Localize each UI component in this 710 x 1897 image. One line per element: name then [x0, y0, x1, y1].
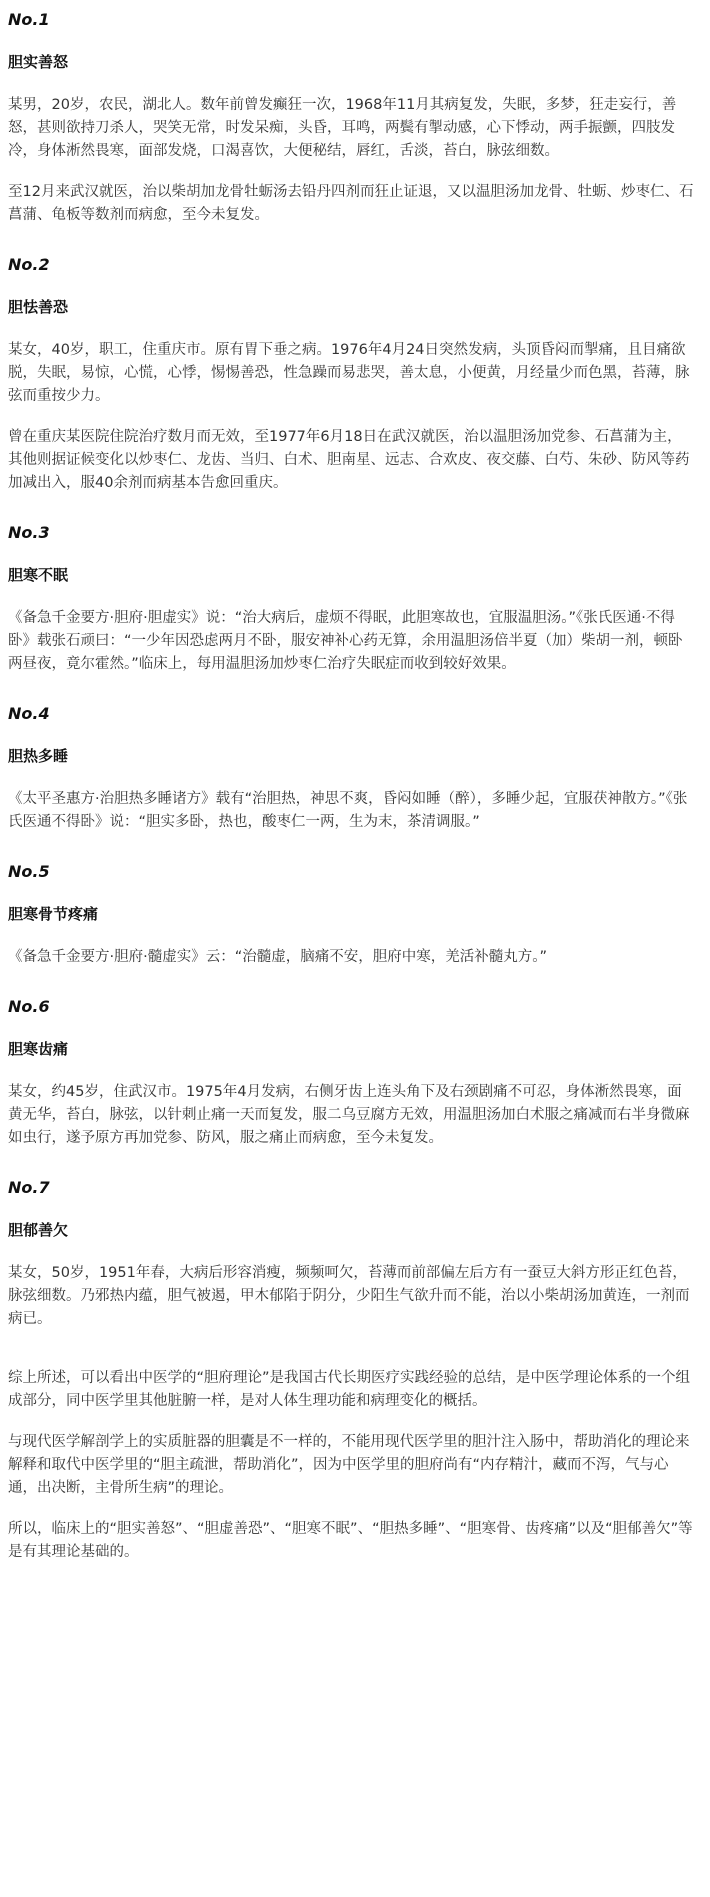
section-title: 胆怯善恐	[8, 298, 69, 316]
section-number: No.4	[8, 704, 50, 723]
conclusion-paragraph: 与现代医学解剖学上的实质脏器的胆囊是不一样的，不能用现代医学里的胆汁注入肠中，帮助消化的理论来解释和取代中医学里的“胆主疏泄，帮助消化”，因为中医学里的胆府尚有“内存精汁，藏而不泻，气与心通，出决断，主骨所生病”的理论。	[8, 1434, 690, 1496]
section-number: No.7	[8, 1178, 50, 1197]
section-number: No.1	[8, 10, 50, 29]
section-paragraph: 某女，约45岁，住武汉市。1975年4月发病，右侧牙齿上连头角下及右颈剧痛不可忍，身体淅然畏寒，面黄无华，苔白，脉弦，以针刺止痛一天而复发，服二乌豆腐方无效，用温胆汤加白术服之痛减而右半身微麻如虫行，遂予原方再加党参、防风，服之痛止而病愈，至今未复发。	[8, 1084, 690, 1146]
section-paragraph: 至12月来武汉就医，治以柴胡加龙骨牡蛎汤去铅丹四剂而狂止证退，又以温胆汤加龙骨、牡蛎、炒枣仁、石菖蒲、龟板等数剂而病愈，至今未复发。	[8, 184, 694, 223]
section-title: 胆寒齿痛	[8, 1040, 69, 1058]
section-paragraph: 某女，50岁，1951年春，大病后形容消瘦，频频呵欠，苔薄而前部偏左后方有一蚕豆大斜方形正红色苔，脉弦细数。乃邪热内蕴，胆气被遏，甲木郁陷于阴分，少阳生气欲升而不能，治以小柴胡汤加黄连，一剂而病已。	[8, 1265, 690, 1327]
section-paragraph: 《备急千金要方·胆府·胆虚实》说：“治大病后，虚烦不得眠，此胆寒故也，宜服温胆汤。”《张氏医通·不得卧》载张石顽曰：“一少年因恐虑两月不卧，服安神补心药无算，余用温胆汤倍半夏（加）柴胡一剂，顿卧两昼夜，竟尔霍然。”临床上，每用温胆汤加炒枣仁治疗失眠症而收到较好效果。	[8, 610, 683, 672]
section-title: 胆郁善欠	[8, 1221, 69, 1239]
section-paragraph: 某男，20岁，农民，湖北人。数年前曾发癫狂一次，1968年11月其病复发，失眠，多梦，狂走妄行，善怒，甚则欲持刀杀人，哭笑无常，时发呆痴，头昏，耳鸣，两鬓有掣动感，心下悸动，两手振颤，四肢发冷，身体淅然畏寒，面部发烧，口渴喜饮，大便秘结，唇红，舌淡，苔白，脉弦细数。	[8, 97, 677, 159]
section-paragraph: 曾在重庆某医院住院治疗数月而无效，至1977年6月18日在武汉就医，治以温胆汤加党参、石菖蒲为主，其他则据证候变化以炒枣仁、龙齿、当归、白术、胆南星、远志、合欢皮、夜交藤、白芍、朱砂、防风等药加减出入，服40余剂而病基本告愈回重庆。	[8, 429, 690, 491]
section-title: 胆热多睡	[8, 747, 69, 765]
section-paragraph: 《备急千金要方·胆府·髓虚实》云：“治髓虚，脑痛不安，胆府中寒，羌活补髓丸方。”	[8, 949, 547, 965]
article	[0, 8, 710, 1564]
section-title: 胆寒不眠	[8, 566, 69, 584]
section-title: 胆实善怒	[8, 53, 69, 71]
conclusion-paragraph: 所以，临床上的“胆实善怒”、“胆虚善恐”、“胆寒不眠”、“胆热多睡”、“胆寒骨、齿疼痛”以及“胆郁善欠”等是有其理论基础的。	[8, 1521, 693, 1560]
section-paragraph: 某女，40岁，职工，住重庆市。原有胃下垂之病。1976年4月24日突然发病，头顶昏闷而掣痛，且目痛欲脱，失眠，易惊，心慌，心悸，惕惕善恐，性急躁而易悲哭，善太息，小便黄，月经量少而色黑，苔薄，脉弦而重按少力。	[8, 342, 690, 404]
section-number: No.3	[8, 523, 50, 542]
section-title: 胆寒骨节疼痛	[8, 905, 99, 923]
conclusion-paragraph: 综上所述，可以看出中医学的“胆府理论”是我国古代长期医疗实践经验的总结，是中医学理论体系的一个组成部分，同中医学里其他脏腑一样，是对人体生理功能和病理变化的概括。	[8, 1370, 691, 1409]
section-number: No.6	[8, 997, 50, 1016]
section-number: No.2	[8, 255, 50, 274]
section-paragraph: 《太平圣惠方·治胆热多睡诸方》载有“治胆热，神思不爽，昏闷如睡（醉），多睡少起，宜服茯神散方。”《张氏医通不得卧》说：“胆实多卧，热也，酸枣仁一两，生为末，茶清调服。”	[8, 791, 688, 830]
section-number: No.5	[8, 862, 50, 881]
